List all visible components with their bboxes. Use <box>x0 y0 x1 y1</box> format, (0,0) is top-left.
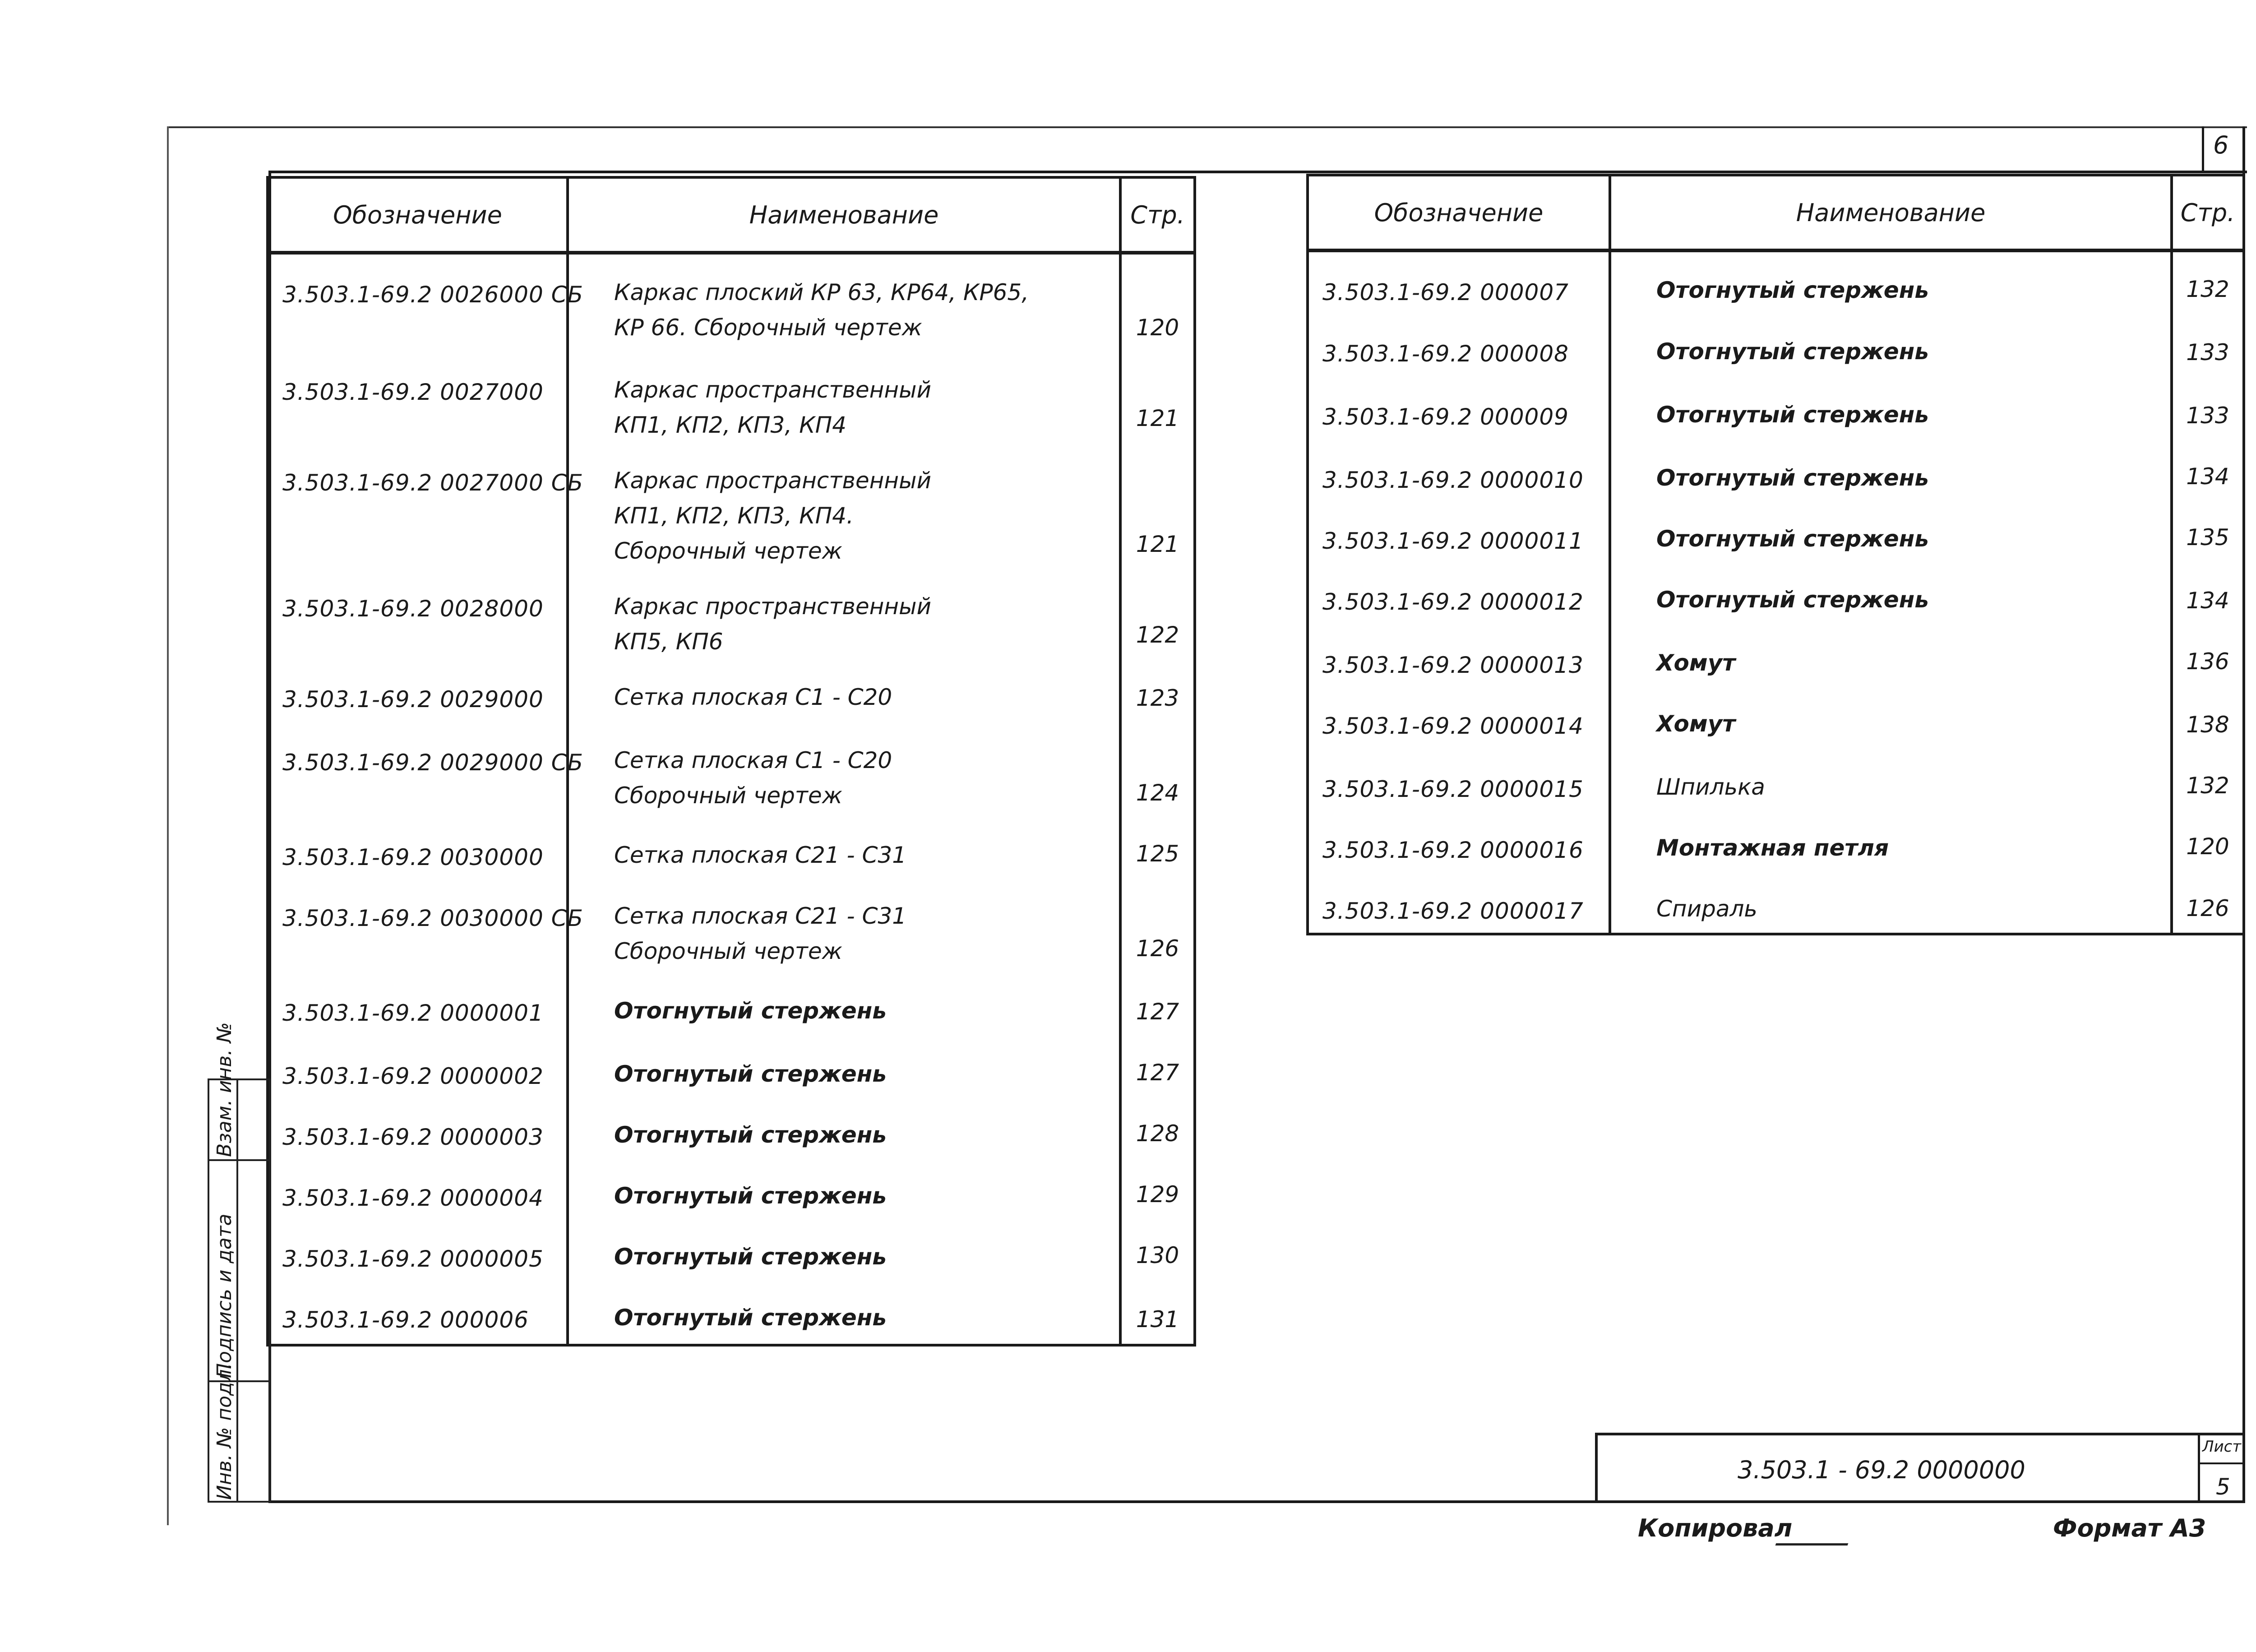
name-cell: Сетка плоская С1 - С20 Сборочный чертеж <box>568 722 1120 817</box>
name-cell: Отогнутый стержень <box>1610 377 2172 440</box>
table-row <box>268 1219 1195 1280</box>
page-cell: 133 <box>2172 377 2244 440</box>
page-cell: 132 <box>2172 250 2244 314</box>
name-cell: Спираль <box>1610 871 2172 934</box>
page-cell: 123 <box>1120 659 1195 722</box>
designation-cell: 3.503.1-69.2 0029000 <box>268 659 568 722</box>
right-header-designation: Обозначение <box>1308 175 1610 250</box>
page-cell: 125 <box>1120 817 1195 878</box>
table-row <box>1308 625 2244 686</box>
designation-cell: 3.503.1-69.2 000009 <box>1308 377 1610 440</box>
designation-cell: 3.503.1-69.2 0000002 <box>268 1036 568 1097</box>
name-cell: Отогнутый стержень <box>1610 440 2172 501</box>
right-header-page: Стр. <box>2172 175 2244 250</box>
page-cell: 138 <box>2172 686 2244 749</box>
table-row <box>1308 686 2244 749</box>
name-cell: Шпилька <box>1610 749 2172 810</box>
table-row <box>268 569 1195 659</box>
left-spec-table <box>266 176 1196 1347</box>
name-cell: Отогнутый стержень <box>568 1036 1120 1097</box>
table-row <box>268 443 1195 569</box>
frame-top-line <box>268 171 2247 173</box>
page-cell: 134 <box>2172 562 2244 625</box>
name-cell: Отогнутый стержень <box>1610 250 2172 314</box>
side-stamp-divider-1 <box>209 1159 269 1161</box>
title-block-sheet-hline <box>2198 1462 2245 1464</box>
table-row <box>1308 749 2244 810</box>
name-cell: Отогнутый стержень <box>1610 562 2172 625</box>
name-cell: Сетка плоская С1 - С20 <box>568 659 1120 722</box>
inv-orig-label: Инв. № подл. <box>213 1363 236 1500</box>
name-cell: Отогнутый стержень <box>1610 314 2172 377</box>
right-header-name: Наименование <box>1610 175 2172 250</box>
table-row <box>268 722 1195 817</box>
designation-cell: 3.503.1-69.2 0000015 <box>1308 749 1610 810</box>
page-cell: 133 <box>2172 314 2244 377</box>
designation-cell: 3.503.1-69.2 0000013 <box>1308 625 1610 686</box>
name-cell: Сетка плоская С21 - С31 <box>568 817 1120 878</box>
table-row <box>268 1036 1195 1097</box>
page-cell: 130 <box>1120 1219 1195 1280</box>
designation-cell: 3.503.1-69.2 000006 <box>268 1280 568 1345</box>
page-cell: 129 <box>1120 1158 1195 1219</box>
page-cell: 131 <box>1120 1280 1195 1345</box>
page-cell: 135 <box>2172 501 2244 562</box>
side-stamp <box>208 1022 271 1503</box>
name-cell: Хомут <box>1610 625 2172 686</box>
table-row <box>1308 501 2244 562</box>
designation-cell: 3.503.1-69.2 0000005 <box>268 1219 568 1280</box>
designation-cell: 3.503.1-69.2 0028000 <box>268 569 568 659</box>
designation-cell: 3.503.1-69.2 0000017 <box>1308 871 1610 934</box>
table-row <box>268 253 1195 352</box>
designation-cell: 3.503.1-69.2 0000004 <box>268 1158 568 1219</box>
sign-date-label: Подпись и дата <box>213 1213 236 1378</box>
sheet-value: 5 <box>2216 1474 2230 1500</box>
title-block-sheet-divider <box>2198 1435 2200 1503</box>
designation-cell: 3.503.1-69.2 0030000 СБ <box>268 878 568 973</box>
designation-cell: 3.503.1-69.2 0000014 <box>1308 686 1610 749</box>
right-table-header-row <box>1308 175 2244 250</box>
designation-cell: 3.503.1-69.2 0000016 <box>1308 810 1610 871</box>
name-cell: Каркас пространственный КП5, КП6 <box>568 569 1120 659</box>
table-row <box>268 659 1195 722</box>
replace-inv-label: Взам. инв. № <box>213 1022 236 1157</box>
page-cell: 122 <box>1120 569 1195 659</box>
sheet-number: 6 <box>2213 131 2229 159</box>
table-row <box>268 973 1195 1036</box>
page-cell: 136 <box>2172 625 2244 686</box>
name-cell: Отогнутый стержень <box>568 1280 1120 1345</box>
table-row <box>1308 250 2244 314</box>
designation-cell: 3.503.1-69.2 0000001 <box>268 973 568 1036</box>
table-row <box>1308 871 2244 934</box>
left-header-page: Стр. <box>1120 177 1195 253</box>
name-cell: Сетка плоская С21 - С31 Сборочный чертеж <box>568 878 1120 973</box>
page-cell: 120 <box>2172 810 2244 871</box>
side-stamp-divider-vertical <box>236 1080 238 1501</box>
designation-cell: 3.503.1-69.2 0027000 <box>268 352 568 443</box>
table-row <box>1308 377 2244 440</box>
table-row <box>268 1280 1195 1345</box>
designation-cell: 3.503.1-69.2 0000012 <box>1308 562 1610 625</box>
frame-left-line <box>167 126 169 1525</box>
designation-cell: 3.503.1-69.2 0000011 <box>1308 501 1610 562</box>
name-cell: Отогнутый стержень <box>1610 501 2172 562</box>
designation-cell: 3.503.1-69.2 000007 <box>1308 250 1610 314</box>
table-row <box>1308 810 2244 871</box>
table-row <box>1308 562 2244 625</box>
page-cell: 127 <box>1120 973 1195 1036</box>
page-cell: 128 <box>1120 1097 1195 1158</box>
name-cell: Отогнутый стержень <box>568 1158 1120 1219</box>
page-cell: 121 <box>1120 352 1195 443</box>
page-cell: 134 <box>2172 440 2244 501</box>
page-cell: 132 <box>2172 749 2244 810</box>
page-cell: 126 <box>1120 878 1195 973</box>
name-cell: Каркас плоский КР 63, КР64, КР65, КР 66. Сборочный чертеж <box>568 253 1120 352</box>
title-block <box>1595 1433 2245 1503</box>
table-row <box>268 1097 1195 1158</box>
left-table-header-row <box>268 177 1195 253</box>
left-header-name: Наименование <box>568 177 1120 253</box>
right-table-body <box>1308 250 2244 934</box>
page-cell: 120 <box>1120 253 1195 352</box>
name-cell: Отогнутый стержень <box>568 1219 1120 1280</box>
name-cell: Отогнутый стержень <box>568 1097 1120 1158</box>
page-cell: 126 <box>2172 871 2244 934</box>
designation-cell: 3.503.1-69.2 0026000 СБ <box>268 253 568 352</box>
name-cell: Отогнутый стержень <box>568 973 1120 1036</box>
name-cell: Каркас пространственный КП1, КП2, КП3, КП4. Сборочный чертеж <box>568 443 1120 569</box>
designation-cell: 3.503.1-69.2 000008 <box>1308 314 1610 377</box>
left-header-designation: Обозначение <box>268 177 568 253</box>
page-cell: 121 <box>1120 443 1195 569</box>
page-cell: 124 <box>1120 722 1195 817</box>
document-code: 3.503.1 - 69.2 0000000 <box>1738 1456 2025 1484</box>
name-cell: Хомут <box>1610 686 2172 749</box>
name-cell: Монтажная петля <box>1610 810 2172 871</box>
copied-signature <box>1775 1507 1862 1546</box>
page-cell: 127 <box>1120 1036 1195 1097</box>
format-label: Формат А3 <box>2053 1514 2206 1542</box>
name-cell: Каркас пространственный КП1, КП2, КП3, КП4 <box>568 352 1120 443</box>
table-row <box>1308 314 2244 377</box>
left-table-body <box>268 253 1195 1345</box>
table-row <box>268 817 1195 878</box>
table-row <box>268 1158 1195 1219</box>
designation-cell: 3.503.1-69.2 0030000 <box>268 817 568 878</box>
table-row <box>268 352 1195 443</box>
copied-by-label: Копировал <box>1638 1514 1793 1542</box>
designation-cell: 3.503.1-69.2 0027000 СБ <box>268 443 568 569</box>
designation-cell: 3.503.1-69.2 0000003 <box>268 1097 568 1158</box>
designation-cell: 3.503.1-69.2 0000010 <box>1308 440 1610 501</box>
right-spec-table <box>1306 174 2245 935</box>
table-row <box>268 878 1195 973</box>
sheet-label: Лист <box>2202 1438 2242 1456</box>
designation-cell: 3.503.1-69.2 0029000 СБ <box>268 722 568 817</box>
table-row <box>1308 440 2244 501</box>
